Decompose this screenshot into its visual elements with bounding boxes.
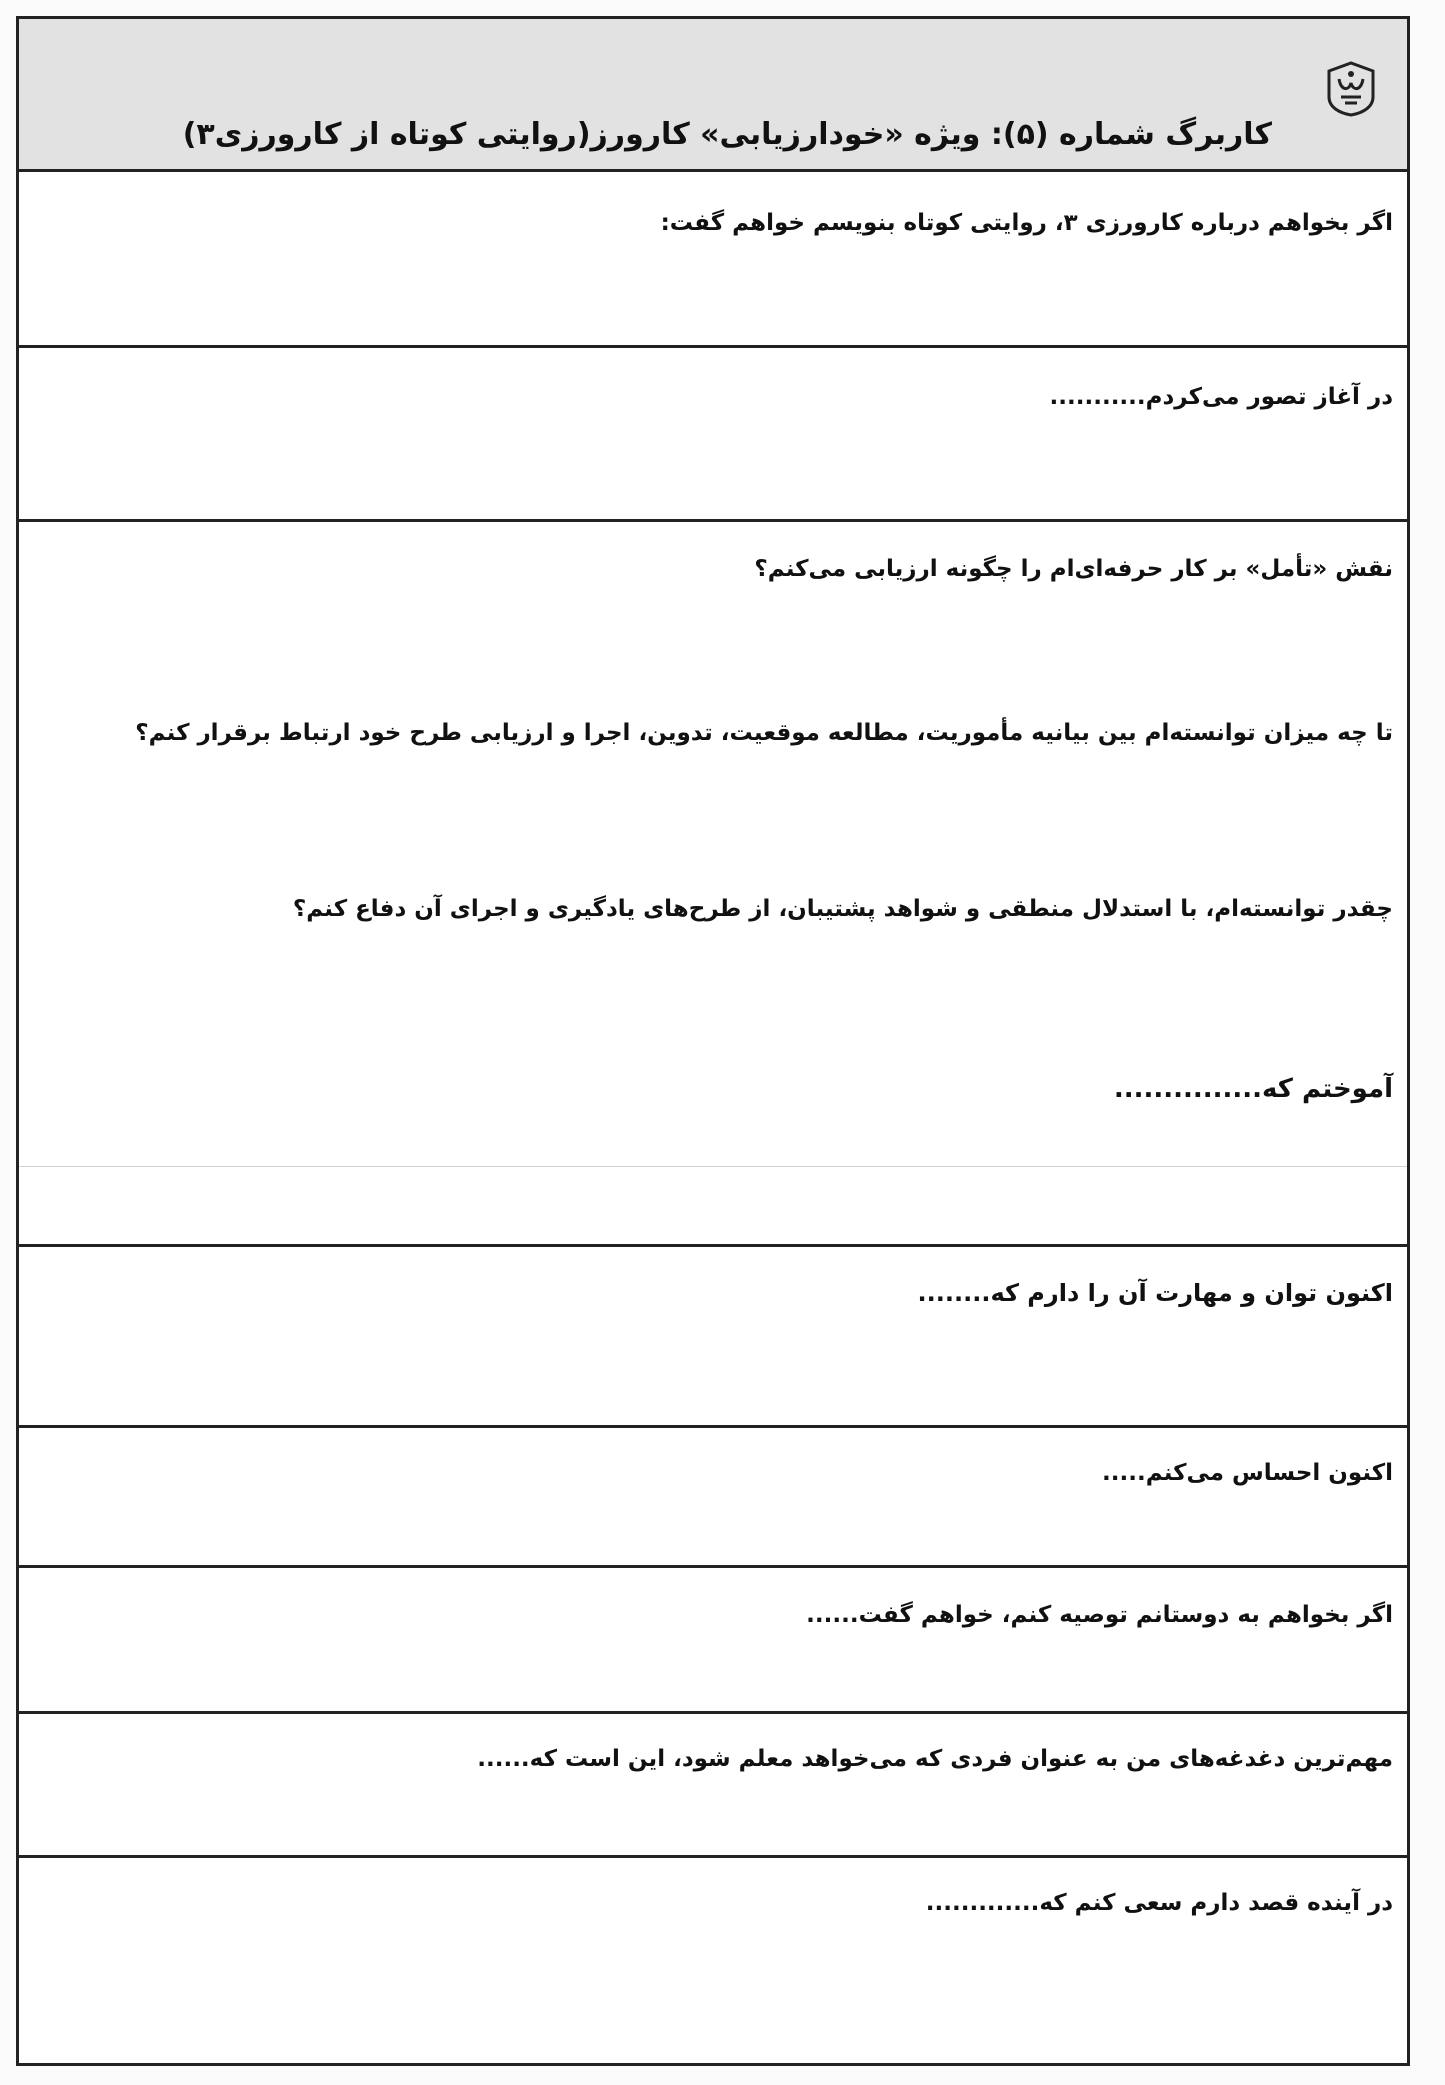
prompt-plan-connection: تا چه میزان توانسته‌ام بین بیانیه مأموریت، مطالعه موقعیت، تدوین، اجرا و ارزیابی طرح خود ارتباط برقرار کنم؟ (135, 720, 1393, 746)
university-logo-icon (1319, 57, 1383, 121)
section-ability[interactable] (19, 1244, 1407, 1425)
worksheet-title: کاربرگ شماره (۵): ویژه «خودارزیابی» کارورز(روایتی کوتاه از کارورزی۳) (182, 117, 1272, 152)
paper-fold-line (19, 1166, 1407, 1167)
section-feeling[interactable] (19, 1425, 1407, 1565)
prompt-learned: آموختم که............... (1113, 1074, 1393, 1104)
prompt-reflection-role: نقش «تأمل» بر کار حرفه‌ای‌ام را چگونه ارزیابی می‌کنم؟ (754, 556, 1393, 582)
section-concerns[interactable] (19, 1711, 1407, 1855)
section-advice[interactable] (19, 1565, 1407, 1711)
prompt-feeling: اکنون احساس می‌کنم..... (1102, 1460, 1393, 1486)
prompt-advice: اگر بخواهم به دوستانم توصیه کنم، خواهم گفت...... (806, 1602, 1393, 1628)
section-initial-assumption[interactable] (19, 345, 1407, 519)
prompt-short-narrative: اگر بخواهم درباره کارورزی ۳، روایتی کوتاه بنویسم خواهم گفت: (660, 210, 1393, 236)
prompt-future-plan: در آینده قصد دارم سعی کنم که............. (925, 1890, 1393, 1916)
prompt-defend-plans: چقدر توانسته‌ام، با استدلال منطقی و شواهد پشتیبان، از طرح‌های یادگیری و اجرای آن دفاع کنم؟ (292, 896, 1393, 922)
worksheet (16, 16, 1410, 2066)
prompt-ability: اکنون توان و مهارت آن را دارم که........ (917, 1279, 1393, 1307)
prompt-concerns: مهم‌ترین دغدغه‌های من به عنوان فردی که می‌خواهد معلم شود، این است که...... (477, 1746, 1393, 1772)
section-short-narrative[interactable] (19, 169, 1407, 345)
worksheet-header (19, 19, 1407, 172)
section-reflection[interactable] (19, 519, 1407, 1244)
prompt-initial-assumption: در آغاز تصور می‌کردم........... (1049, 384, 1393, 410)
section-future-plan[interactable] (19, 1855, 1407, 2063)
